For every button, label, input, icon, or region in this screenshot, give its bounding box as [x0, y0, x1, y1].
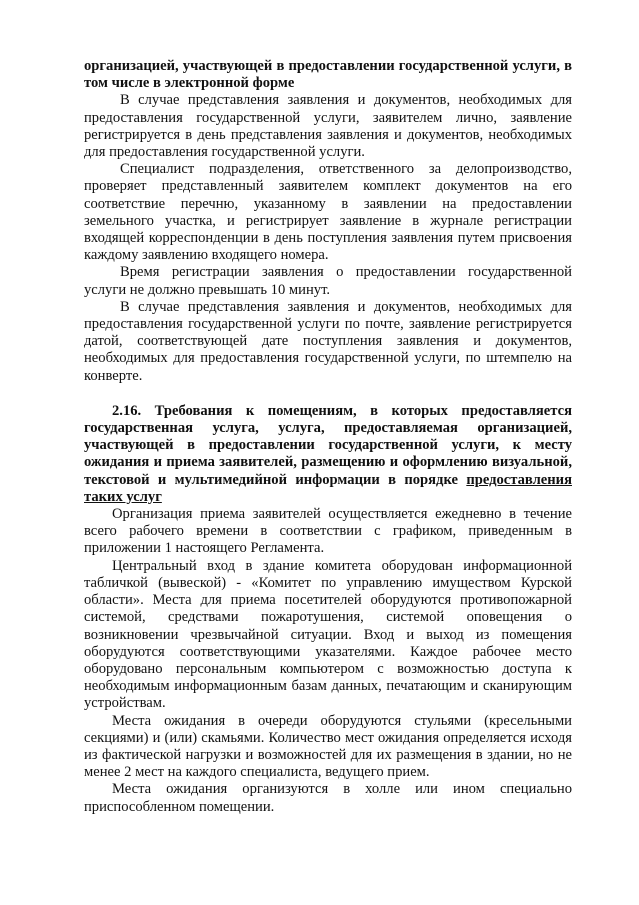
- paragraph-registration-time: Время регистрации заявления о предоставлении государственной услуги не должно превышать 10 минут.: [84, 264, 572, 298]
- paragraph-specialist-check: Специалист подразделения, ответственного за делопроизводство, проверяет представленный заявителем комплект документов на его соответствие перечню, указанному в заявлении на предоставлении земельного участка, и регистрирует заявление в журнале регистрации входящей корреспонденции в день поступления заявления путем присвоения каждому заявлению входящего номера.: [84, 161, 572, 264]
- section-heading-2-16: [84, 403, 572, 506]
- paragraph-waiting-hall: Места ожидания организуются в холле или ином специально приспособленном помещении.: [84, 781, 572, 815]
- section-heading-underlined-tail: предоставления таких услуг: [84, 471, 572, 505]
- continued-heading: организацией, участвующей в предоставлении государственной услуги, в том числе в электронной форме: [84, 58, 572, 92]
- paragraph-reception-schedule: Организация приема заявителей осуществляется ежедневно в течение всего рабочего времени в соответствии с графиком, приведенным в приложении 1 настоящего Регламента.: [84, 506, 572, 557]
- paragraph-registration-in-person: В случае представления заявления и документов, необходимых для предоставления государственной услуги, заявителем лично, заявление регистрируется в день представления заявления и документов, необходимых для предоставления государственной услуги.: [84, 92, 572, 161]
- paragraph-central-entrance: Центральный вход в здание комитета оборудован информационной табличкой (вывеской) - «Комитет по управлению имуществом Курской области». Места для приема посетителей оборудуются противопожарной системой, средствами пожаротушения, системой оповещения о возникновении чрезвычайной ситуации. Вход и выход из помещения оборудуются соответствующими указателями. Каждое рабочее место оборудовано персональным компьютером с возможностью доступа к необходимым информационным базам данных, печатающим и сканирующим устройствам.: [84, 557, 572, 712]
- section-heading-text: 2.16. Требования к помещениям, в которых предоставляется государственная услуга, услуга, предоставляемая организацией, участвующей в предоставлении государственной услуги, к месту ожидания и приема заявителей, размещению и оформлению визуальной, текстовой и мультимедийной информации в порядке: [84, 402, 572, 488]
- document-page: [84, 58, 572, 816]
- paragraph-waiting-places: Места ожидания в очереди оборудуются стульями (кресельными секциями) и (или) скамьями. Количество мест ожидания определяется исходя из фактической нагрузки и возможностей для их размещения в здании, но не менее 2 мест на каждого специалиста, ведущего прием.: [84, 712, 572, 781]
- section-spacer: [84, 385, 572, 403]
- paragraph-registration-by-mail: В случае представления заявления и документов, необходимых для предоставления государственной услуги по почте, заявление регистрируется датой, соответствующей дате поступления заявления и документов, необходимых для предоставления государственной услуги, по штемпелю на конверте.: [84, 298, 572, 384]
